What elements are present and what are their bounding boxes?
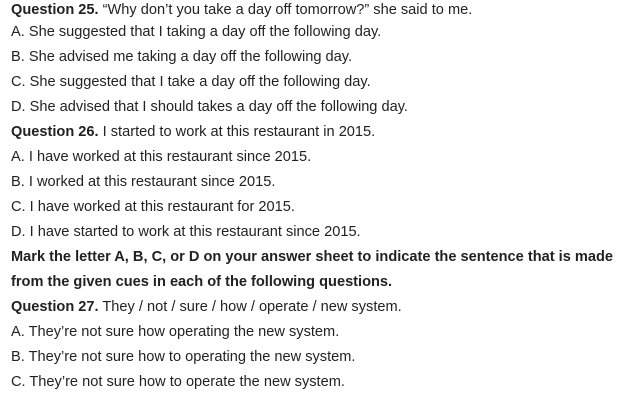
question-26-option-b: B. I worked at this restaurant since 2015. [11,174,276,190]
question-27-option-b: B. They’re not sure how to operating the new system. [11,349,356,365]
question-27 [11,295,632,320]
question-27-prompt: They / not / sure / how / operate / new system. [102,299,402,315]
question-27-option-a: A. They’re not sure how operating the new system. [11,324,340,340]
question-26 [11,120,632,145]
question-25 [11,0,632,20]
question-25-prompt: “Why don’t you take a day off tomorrow?” she said to me. [102,2,473,18]
instruction-line-1: Mark the letter A, B, C, or D on your answer sheet to indicate the sentence that is made [11,249,613,265]
question-27-label: Question 27. [11,299,99,315]
question-26-prompt: I started to work at this restaurant in 2015. [102,124,376,140]
question-27-option-c: C. They’re not sure how to operate the new system. [11,374,345,390]
instruction-line-2: from the given cues in each of the following questions. [11,274,393,290]
question-25-option-a: A. She suggested that I taking a day off the following day. [11,24,382,40]
question-25-option-d: D. She advised that I should takes a day off the following day. [11,99,408,115]
question-25-option-b: B. She advised me taking a day off the following day. [11,49,353,65]
question-25-option-c: C. She suggested that I take a day off the following day. [11,74,371,90]
question-26-option-d: D. I have started to work at this restaurant since 2015. [11,224,361,240]
question-25-label: Question 25. [11,2,99,18]
question-26-label: Question 26. [11,124,99,140]
question-26-option-a: A. I have worked at this restaurant since 2015. [11,149,312,165]
question-26-option-c: C. I have worked at this restaurant for 2015. [11,199,295,215]
